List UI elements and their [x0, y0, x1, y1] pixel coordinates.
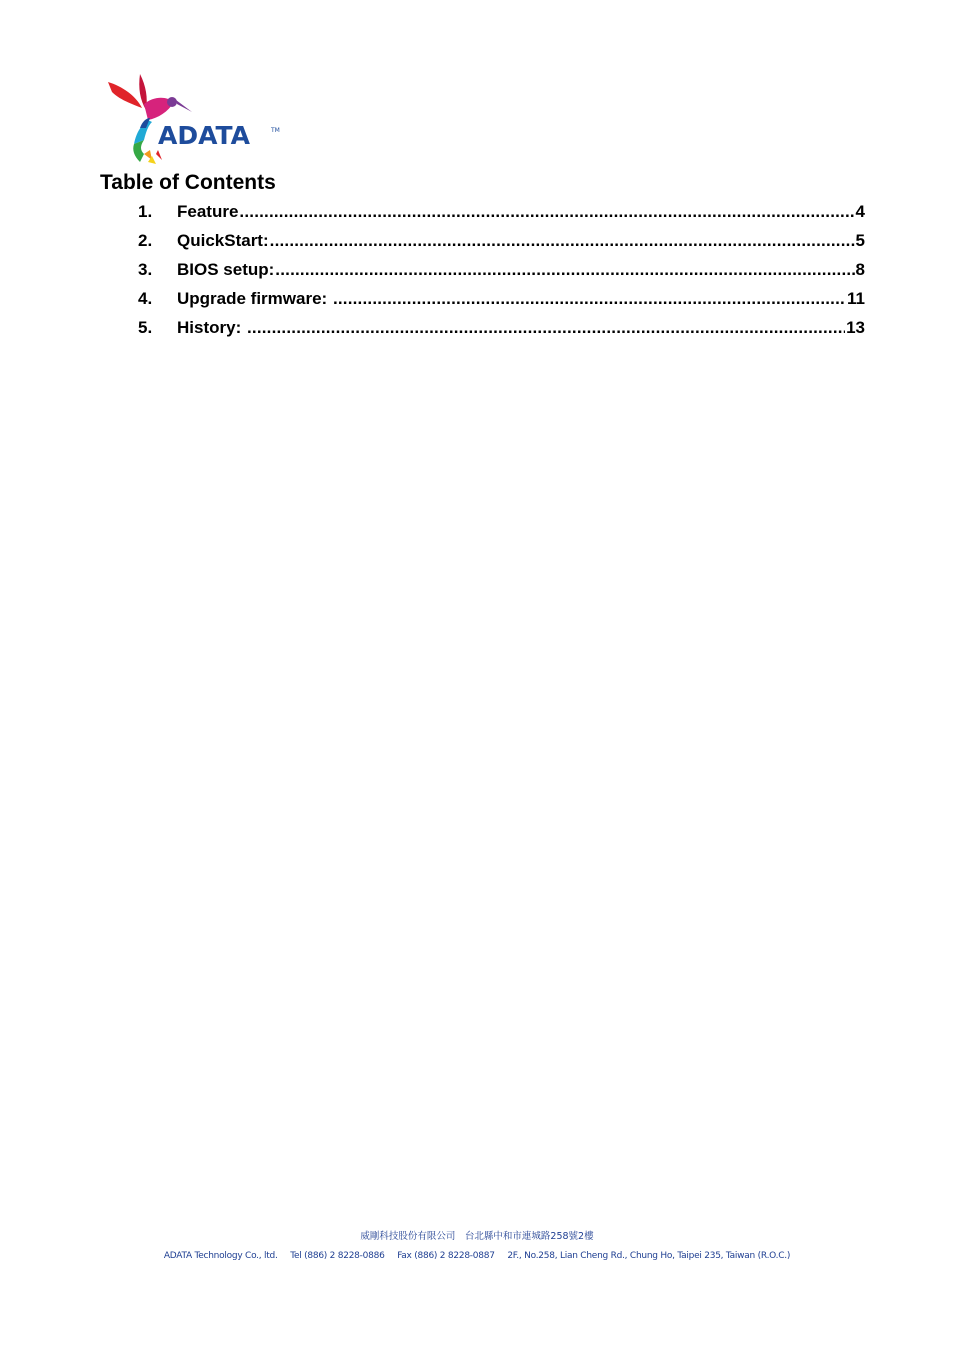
- toc-entry-bios-setup[interactable]: [138, 257, 865, 286]
- toc-dot-leader: [275, 257, 854, 283]
- toc-entry-history[interactable]: [138, 315, 865, 344]
- hummingbird-icon: [100, 70, 286, 166]
- footer-tel: Tel (886) 2 8228-0886: [290, 1251, 385, 1261]
- brand-text: ADATA: [158, 121, 250, 150]
- toc-entry-label: Feature: [177, 202, 239, 221]
- toc-entry-label: QuickStart:: [177, 231, 269, 250]
- toc-entry-label: BIOS setup:: [177, 260, 275, 279]
- footer-fax: Fax (886) 2 8228-0887: [397, 1251, 495, 1261]
- toc-entry-number: 1.: [138, 202, 153, 221]
- toc-entry-page: 4: [855, 202, 865, 221]
- toc-dot-leader: [247, 315, 845, 341]
- footer-address: 2F., No.258, Lian Cheng Rd., Chung Ho, Taipei 235, Taiwan (R.O.C.): [507, 1251, 791, 1261]
- toc-entry-page: 8: [855, 260, 865, 279]
- adata-logo: [100, 70, 286, 166]
- toc-entry-label: History:: [177, 318, 246, 337]
- toc-dot-leader: [270, 228, 855, 254]
- toc-entry-quickstart[interactable]: [138, 228, 865, 257]
- toc-entry-upgrade-firmware[interactable]: [138, 286, 865, 315]
- toc-entry-number: 2.: [138, 231, 153, 250]
- toc-entry-number: 5.: [138, 318, 153, 337]
- footer-company-name: ADATA Technology Co., ltd.: [163, 1251, 278, 1261]
- page-footer: [0, 1230, 954, 1263]
- toc-list: [138, 199, 865, 344]
- toc-entry-page: 11: [847, 289, 865, 308]
- toc-entry-number: 4.: [138, 289, 153, 308]
- toc-entry-feature[interactable]: [138, 199, 865, 228]
- toc-dot-leader: [239, 199, 854, 225]
- footer-contact-line: [0, 1249, 954, 1263]
- toc-title: Table of Contents: [100, 171, 276, 194]
- footer-company-address-chinese: 威剛科技股份有限公司 台北縣中和市連城路258號2樓: [360, 1231, 594, 1242]
- trademark-mark: TM: [271, 127, 280, 134]
- toc-entry-page: 5: [855, 231, 865, 250]
- toc-dot-leader: [333, 286, 846, 312]
- toc-entry-label: Upgrade firmware:: [177, 289, 332, 308]
- toc-entry-page: 13: [846, 318, 865, 337]
- toc-entry-number: 3.: [138, 260, 153, 279]
